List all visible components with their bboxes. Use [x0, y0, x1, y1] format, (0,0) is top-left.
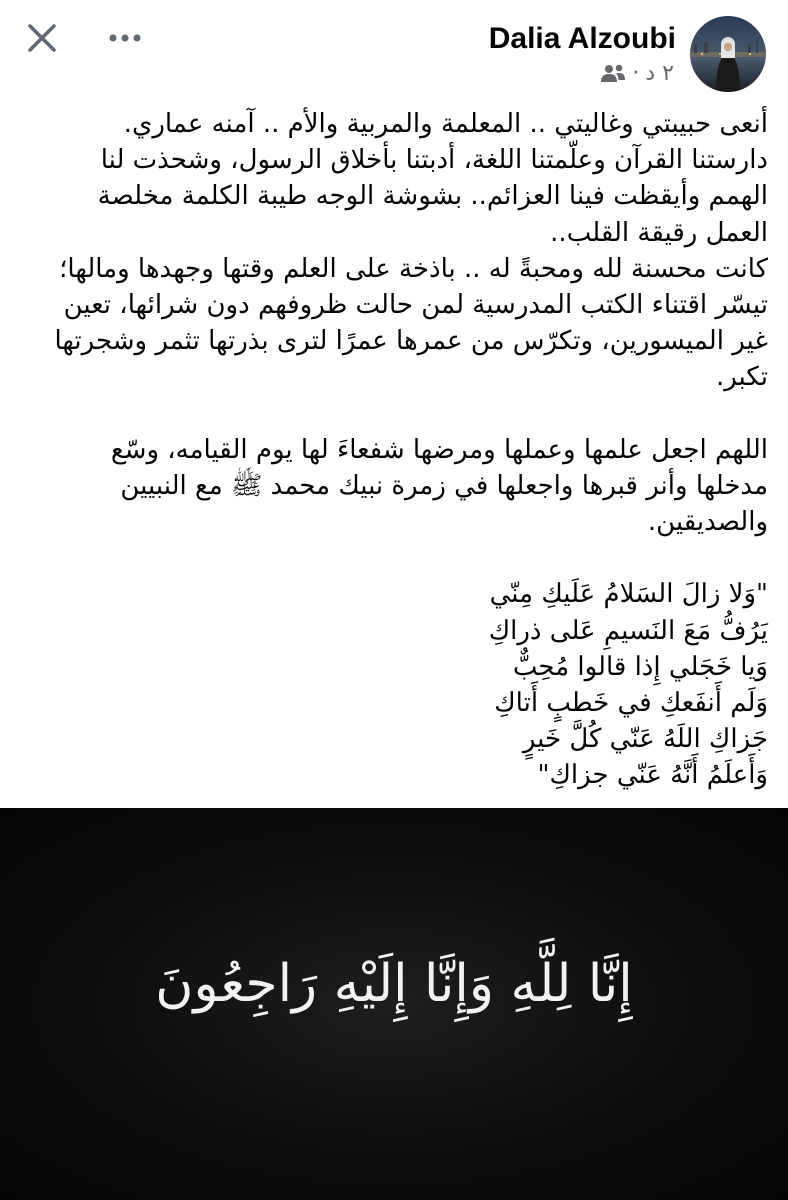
more-options-button[interactable] — [100, 18, 150, 58]
poem-line: وَيا خَجَلي إِذا قالوا مُحِبٌّ — [512, 651, 768, 682]
author-name[interactable]: Dalia Alzoubi — [488, 22, 676, 55]
post-line: غير الميسورين، وتكرّس من عمرها عمرًا لترى بذرتها تثمر وشجرتها — [54, 326, 768, 357]
post-meta — [600, 58, 674, 88]
poem-line: وَأَعلَمُ أَنَّهُ عَنّي جزاكِ" — [537, 760, 768, 791]
friends-icon[interactable] — [600, 63, 626, 83]
paragraph-gap — [18, 396, 768, 432]
poem-line: "وَلا زالَ السَلامُ عَلَيكِ مِنّي — [489, 579, 768, 610]
post-line: كانت محسنة لله ومحبةً له .. باذخة على العلم وقتها وجهدها ومالها؛ — [59, 253, 768, 284]
prayer-line: والصديقين. — [647, 507, 768, 538]
post-line: أنعى حبيبتي وغاليتي .. المعلمة والمربية والأم .. آمنه عماري. — [123, 109, 768, 139]
more-icon — [100, 18, 150, 58]
post-header — [0, 0, 788, 100]
prayer-line: مدخلها وأنر قبرها واجعلها في زمرة نبيك محمد ﷺ مع النبيين — [120, 470, 768, 501]
paragraph-gap — [18, 540, 768, 576]
meta-separator: · — [632, 60, 640, 86]
post-timestamp[interactable]: ٢ د — [645, 60, 674, 86]
close-button[interactable] — [22, 18, 62, 58]
poem-line: جَزاكِ اللَهُ عَنّي كُلَّ خَيرٍ — [522, 724, 768, 755]
post-line: تكبر. — [715, 362, 768, 393]
post-line: العمل رقيقة القلب.. — [550, 217, 768, 248]
post-line: دارستنا القرآن وعلّمتنا اللغة، أدبتنا بأخلاق الرسول، وشحذت لنا — [100, 145, 768, 176]
post-line: تيسّر اقتناء الكتب المدرسية لمن حالت ظروفهم دون شرائها، تعين — [63, 289, 768, 320]
avatar-photo — [690, 16, 766, 92]
close-icon — [22, 18, 62, 58]
quran-verse: إِنَّا لِلَّهِ وَإِنَّا إِلَيْهِ رَاجِعُونَ — [155, 954, 633, 1014]
post-line: الهمم وأيقظت فينا العزائم.. بشوشة الوجه طيبة الكلمة مخلصة — [97, 181, 768, 212]
poem-line: وَلَم أَنفَعكِ في خَطبٍ أَتاكِ — [494, 688, 768, 718]
prayer-line: اللهم اجعل علمها وعملها ومرضها شفعاءَ لها يوم القيامه، وسّع — [110, 434, 768, 465]
avatar[interactable] — [690, 16, 766, 92]
poem-line: يَرُفُّ مَعَ النَسيمِ عَلى ذراكِ — [488, 615, 768, 646]
condolence-image[interactable] — [0, 808, 788, 1200]
post-text — [18, 106, 768, 794]
